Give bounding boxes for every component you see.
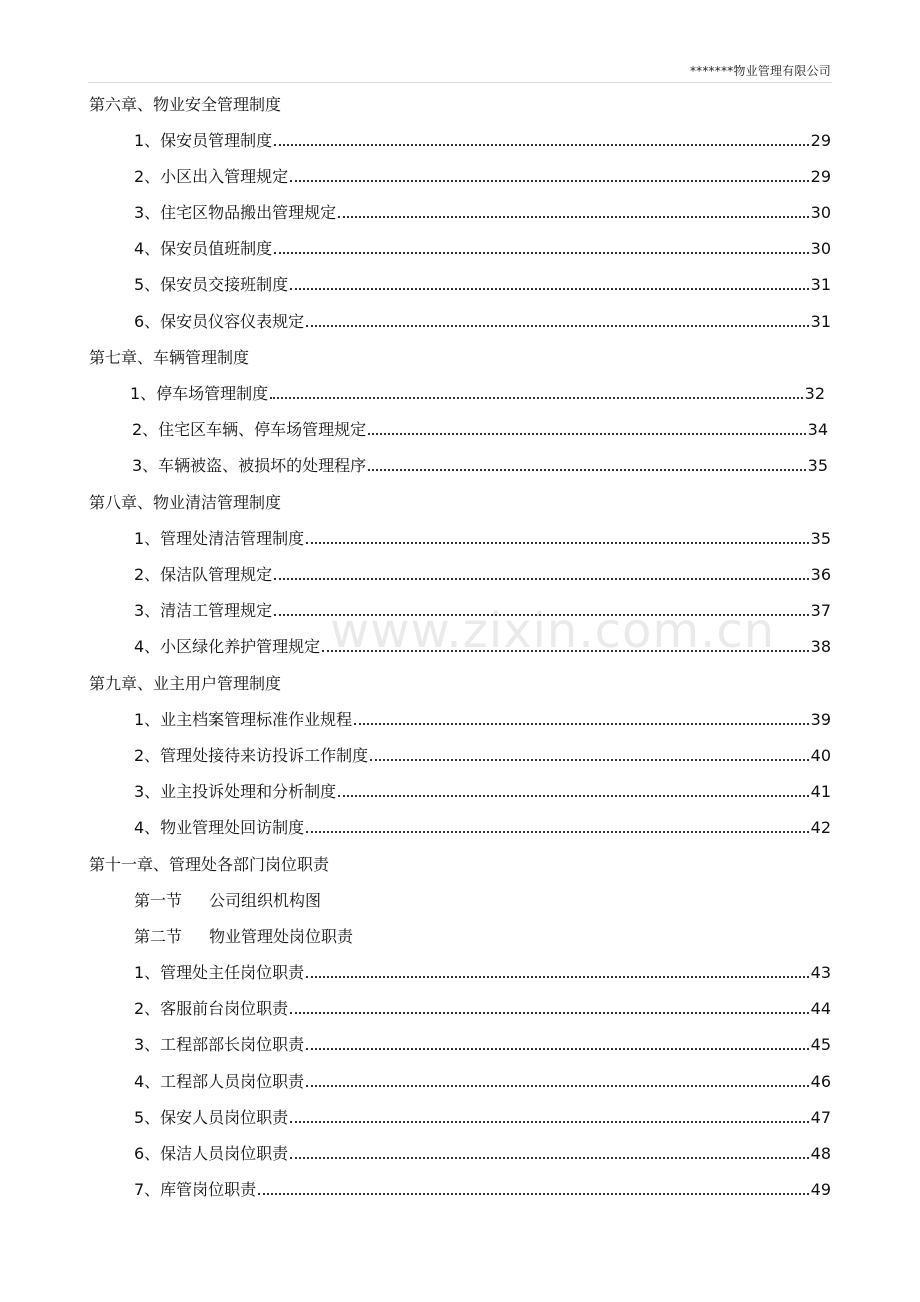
dot-leader bbox=[290, 287, 808, 290]
dot-leader bbox=[270, 396, 802, 399]
toc-chapter-11[interactable] bbox=[89, 850, 831, 880]
page-number: 43 bbox=[810, 963, 831, 982]
section-title: 公司组织机构图 bbox=[209, 891, 322, 910]
toc-entry[interactable] bbox=[134, 1103, 831, 1133]
page-number: 31 bbox=[810, 275, 831, 294]
toc-entry[interactable] bbox=[134, 234, 831, 264]
entry-label: 3、清洁工管理规定 bbox=[134, 601, 273, 620]
page-number: 47 bbox=[810, 1108, 831, 1127]
toc-entry[interactable] bbox=[134, 705, 831, 735]
entry-label: 1、保安员管理制度 bbox=[134, 131, 273, 150]
page-number: 36 bbox=[810, 565, 831, 584]
toc-entry[interactable] bbox=[134, 813, 831, 843]
toc-entry[interactable] bbox=[134, 1030, 831, 1060]
page-number: 30 bbox=[810, 239, 831, 258]
dot-leader bbox=[368, 432, 805, 435]
chapter-title: 第八章、物业清洁管理制度 bbox=[89, 493, 282, 512]
entry-label: 5、保安员交接班制度 bbox=[134, 275, 289, 294]
page-number: 31 bbox=[810, 312, 831, 331]
header-rule bbox=[88, 82, 832, 83]
dot-leader bbox=[306, 1047, 808, 1050]
chapter-title: 第九章、业主用户管理制度 bbox=[89, 674, 282, 693]
dot-leader bbox=[306, 541, 808, 544]
entry-label: 2、保洁队管理规定 bbox=[134, 565, 273, 584]
toc-entry[interactable] bbox=[134, 198, 831, 228]
entry-label: 1、业主档案管理标准作业规程 bbox=[134, 710, 353, 729]
toc-entry[interactable] bbox=[134, 1175, 831, 1205]
toc-entry[interactable] bbox=[134, 524, 831, 554]
entry-label: 4、保安员值班制度 bbox=[134, 239, 273, 258]
page-number: 45 bbox=[810, 1035, 831, 1054]
toc-entry[interactable] bbox=[134, 307, 831, 337]
section-title: 物业管理处岗位职责 bbox=[209, 927, 354, 946]
page-number: 37 bbox=[810, 601, 831, 620]
page-number: 38 bbox=[810, 637, 831, 656]
toc-entry[interactable] bbox=[134, 560, 831, 590]
toc-entry[interactable] bbox=[134, 1067, 831, 1097]
toc-entry[interactable] bbox=[132, 451, 828, 481]
dot-leader bbox=[338, 794, 808, 797]
page-number: 29 bbox=[810, 167, 831, 186]
dot-leader bbox=[338, 215, 808, 218]
dot-leader bbox=[306, 830, 808, 833]
dot-leader bbox=[290, 179, 808, 182]
chapter-title: 第十一章、管理处各部门岗位职责 bbox=[89, 855, 330, 874]
entry-label: 2、住宅区车辆、停车场管理规定 bbox=[132, 420, 367, 439]
section-number: 第一节 bbox=[134, 891, 183, 910]
entry-label: 6、保洁人员岗位职责 bbox=[134, 1144, 289, 1163]
dot-leader bbox=[368, 468, 805, 471]
entry-label: 1、停车场管理制度 bbox=[130, 384, 269, 403]
page-number: 46 bbox=[810, 1072, 831, 1091]
page-number: 40 bbox=[810, 746, 831, 765]
toc-chapter-8[interactable] bbox=[89, 488, 831, 518]
entry-label: 4、工程部人员岗位职责 bbox=[134, 1072, 305, 1091]
page-number: 29 bbox=[810, 131, 831, 150]
toc-entry[interactable] bbox=[134, 596, 831, 626]
page-number: 32 bbox=[804, 384, 825, 403]
entry-label: 3、住宅区物品搬出管理规定 bbox=[134, 203, 337, 222]
toc-entry[interactable] bbox=[134, 958, 831, 988]
page-number: 42 bbox=[810, 818, 831, 837]
toc-section[interactable] bbox=[134, 886, 831, 916]
entry-label: 7、库管岗位职责 bbox=[134, 1180, 257, 1199]
toc-entry[interactable] bbox=[134, 632, 831, 662]
dot-leader bbox=[306, 1084, 808, 1087]
toc-section[interactable] bbox=[134, 922, 831, 952]
entry-label: 3、业主投诉处理和分析制度 bbox=[134, 782, 337, 801]
toc-chapter-9[interactable] bbox=[89, 669, 831, 699]
entry-label: 1、管理处主任岗位职责 bbox=[134, 963, 305, 982]
chapter-title: 第七章、车辆管理制度 bbox=[89, 348, 250, 367]
page-number: 35 bbox=[807, 456, 828, 475]
header-company-name: *******物业管理有限公司 bbox=[689, 64, 831, 78]
page-number: 49 bbox=[810, 1180, 831, 1199]
dot-leader bbox=[306, 324, 808, 327]
toc-entry[interactable] bbox=[134, 777, 831, 807]
dot-leader bbox=[290, 1011, 808, 1014]
dot-leader bbox=[274, 251, 808, 254]
section-number: 第二节 bbox=[134, 927, 183, 946]
page-number: 30 bbox=[810, 203, 831, 222]
entry-label: 2、管理处接待来访投诉工作制度 bbox=[134, 746, 369, 765]
page-number: 44 bbox=[810, 999, 831, 1018]
dot-leader bbox=[370, 758, 808, 761]
entry-label: 2、客服前台岗位职责 bbox=[134, 999, 289, 1018]
dot-leader bbox=[258, 1192, 808, 1195]
page-number: 35 bbox=[810, 529, 831, 548]
entry-label: 6、保安员仪容仪表规定 bbox=[134, 312, 305, 331]
page-number: 48 bbox=[810, 1144, 831, 1163]
chapter-title: 第六章、物业安全管理制度 bbox=[89, 95, 282, 114]
page-number: 41 bbox=[810, 782, 831, 801]
toc-entry[interactable] bbox=[134, 1139, 831, 1169]
toc-entry[interactable] bbox=[134, 162, 831, 192]
entry-label: 2、小区出入管理规定 bbox=[134, 167, 289, 186]
entry-label: 4、小区绿化养护管理规定 bbox=[134, 637, 321, 656]
entry-label: 4、物业管理处回访制度 bbox=[134, 818, 305, 837]
dot-leader bbox=[274, 577, 808, 580]
toc-entry[interactable] bbox=[134, 126, 831, 156]
dot-leader bbox=[274, 143, 808, 146]
dot-leader bbox=[322, 649, 808, 652]
toc-chapter-6[interactable] bbox=[89, 90, 831, 120]
dot-leader bbox=[306, 975, 808, 978]
dot-leader bbox=[290, 1120, 808, 1123]
toc-entry[interactable] bbox=[132, 415, 828, 445]
dot-leader bbox=[274, 613, 808, 616]
toc-entry[interactable] bbox=[134, 741, 831, 771]
toc-entry[interactable] bbox=[134, 994, 831, 1024]
dot-leader bbox=[354, 722, 808, 725]
watermark: www.zixin.com.cn bbox=[330, 603, 776, 659]
toc-entry[interactable] bbox=[130, 379, 825, 409]
entry-label: 1、管理处清洁管理制度 bbox=[134, 529, 305, 548]
dot-leader bbox=[290, 1156, 808, 1159]
entry-label: 5、保安人员岗位职责 bbox=[134, 1108, 289, 1127]
page-number: 39 bbox=[810, 710, 831, 729]
entry-label: 3、工程部部长岗位职责 bbox=[134, 1035, 305, 1054]
page-number: 34 bbox=[807, 420, 828, 439]
entry-label: 3、车辆被盗、被损坏的处理程序 bbox=[132, 456, 367, 475]
toc-entry[interactable] bbox=[134, 270, 831, 300]
toc-chapter-7[interactable] bbox=[89, 343, 831, 373]
